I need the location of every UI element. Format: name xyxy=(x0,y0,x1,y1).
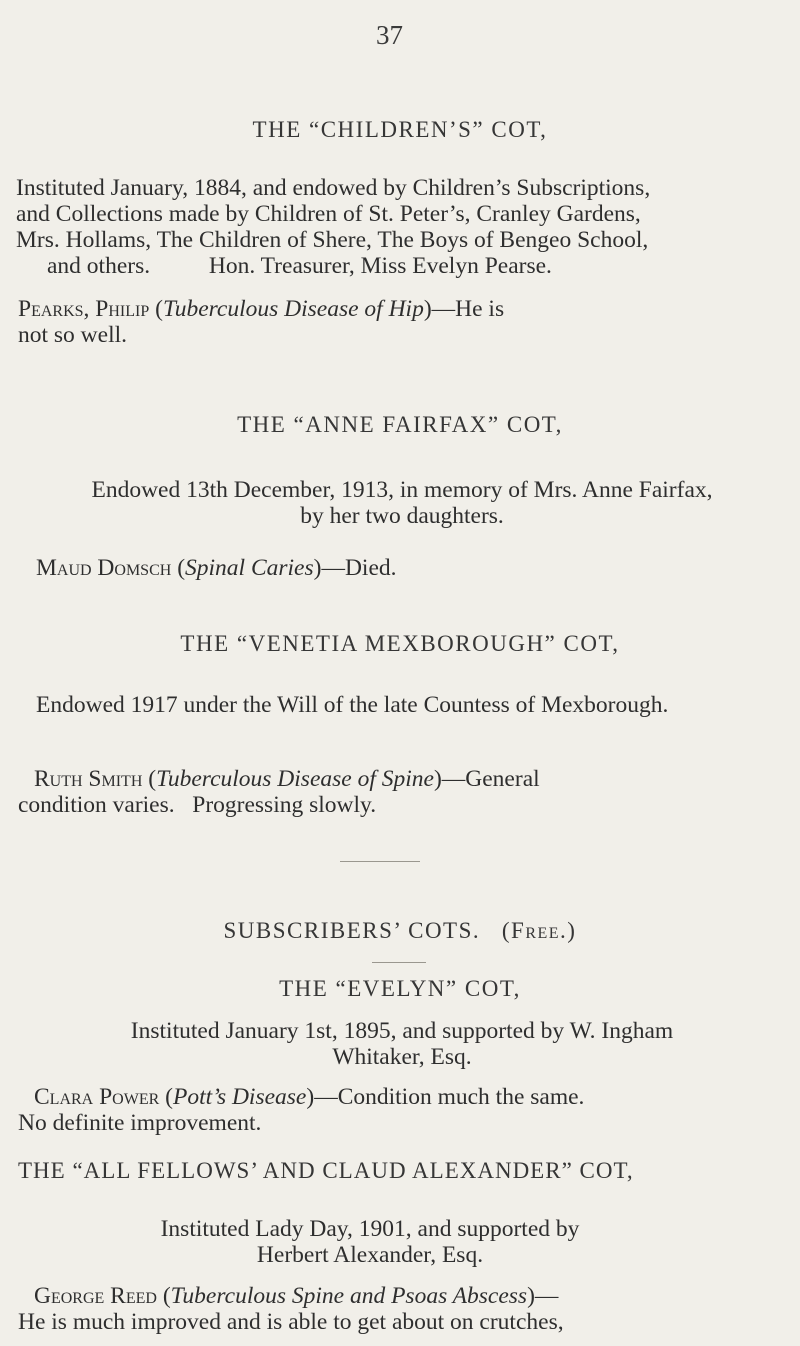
section-heading-childrens-cot: THE “CHILDREN’S” COT, xyxy=(252,117,548,142)
anne-fairfax-cot-intro xyxy=(12,477,792,529)
patient-status-continued: condition varies. Progressing slowly. xyxy=(18,792,377,818)
patient-status-continued: No definite improvement. xyxy=(18,1110,262,1136)
divider xyxy=(372,962,426,963)
patient-status-continued: not so well. xyxy=(18,322,128,348)
patient-name: Clara Power xyxy=(34,1084,160,1110)
patient-entry-reed: George Reed (Tuberculous Spine and Psoas Abscess)— He is much improved and is able to get about on crutches, xyxy=(18,1283,798,1335)
patient-name: George Reed xyxy=(34,1283,157,1309)
intro-line: Endowed 13th December, 1913, in memory of Mrs. Anne Fairfax, xyxy=(91,477,713,503)
patient-entry-pearks: Pearks, Philip (Tuberculous Disease of Hip)—He is not so well. xyxy=(18,296,798,348)
intro-line: Herbert Alexander, Esq. xyxy=(256,1242,484,1268)
patient-status: —Condition much the same. xyxy=(314,1084,585,1110)
intro-line: Instituted January 1st, 1895, and supported by W. Ingham xyxy=(130,1018,674,1044)
subscribers-cots-note: (Free.) xyxy=(501,918,577,943)
section-heading-anne-fairfax-cot: THE “ANNE FAIRFAX” COT, xyxy=(237,412,563,437)
intro-line: Mrs. Hollams, The Children of Shere, The Boys of Bengeo School, xyxy=(16,227,649,253)
patient-entry-power: Clara Power (Pott’s Disease)—Condition much the same. No definite improvement. xyxy=(18,1084,798,1136)
intro-line: Instituted Lady Day, 1901, and supported by xyxy=(160,1216,580,1242)
patient-status-continued: He is much improved and is able to get about on crutches, xyxy=(18,1309,564,1335)
patient-status: —General xyxy=(441,766,540,792)
patient-status: — xyxy=(534,1283,559,1309)
venetia-mexborough-cot-intro: Endowed 1917 under the Will of the late Countess of Mexborough. xyxy=(36,692,669,718)
section-heading-all-fellows-cot: THE “ALL FELLOWS’ AND CLAUD ALEXANDER” COT, xyxy=(18,1158,634,1183)
intro-line: Instituted January, 1884, and endowed by Children’s Subscriptions, xyxy=(16,175,651,201)
patient-condition: Spinal Caries xyxy=(185,555,314,581)
intro-line: Whitaker, Esq. xyxy=(332,1044,472,1070)
patient-condition: Tuberculous Spine and Psoas Abscess xyxy=(170,1283,528,1309)
childrens-cot-intro xyxy=(16,175,796,279)
patient-status: —He is xyxy=(431,296,505,322)
patient-entry-smith: Ruth Smith (Tuberculous Disease of Spine)—General condition varies. Progressing slowly. xyxy=(18,766,798,818)
page-number: 37 xyxy=(376,20,403,50)
subscribers-cots-title: SUBSCRIBERS’ COTS. xyxy=(223,918,481,943)
patient-condition: Tuberculous Disease of Hip xyxy=(162,296,424,322)
patient-condition: Pott’s Disease xyxy=(172,1084,307,1110)
intro-line: by her two daughters. xyxy=(300,503,504,529)
patient-condition: Tuberculous Disease of Spine xyxy=(156,766,434,792)
section-heading-subscribers-cots xyxy=(0,918,800,944)
intro-line: and others. Hon. Treasurer, Miss Evelyn Pearse. xyxy=(47,253,552,279)
divider xyxy=(340,861,420,862)
evelyn-cot-intro xyxy=(12,1018,792,1070)
intro-line: and Collections made by Children of St. Peter’s, Cranley Gardens, xyxy=(16,201,641,227)
patient-status: —Died. xyxy=(321,555,397,581)
patient-name: Pearks, Philip xyxy=(18,296,150,322)
section-heading-evelyn-cot: THE “EVELYN” COT, xyxy=(279,976,521,1001)
section-heading-venetia-mexborough-cot: THE “VENETIA MEXBOROUGH” COT, xyxy=(180,631,620,656)
patient-entry-domsch: Maud Domsch (Spinal Caries)—Died. xyxy=(36,555,397,581)
all-fellows-cot-intro xyxy=(0,1216,760,1268)
patient-name: Maud Domsch xyxy=(36,555,172,581)
patient-name: Ruth Smith xyxy=(34,766,143,792)
